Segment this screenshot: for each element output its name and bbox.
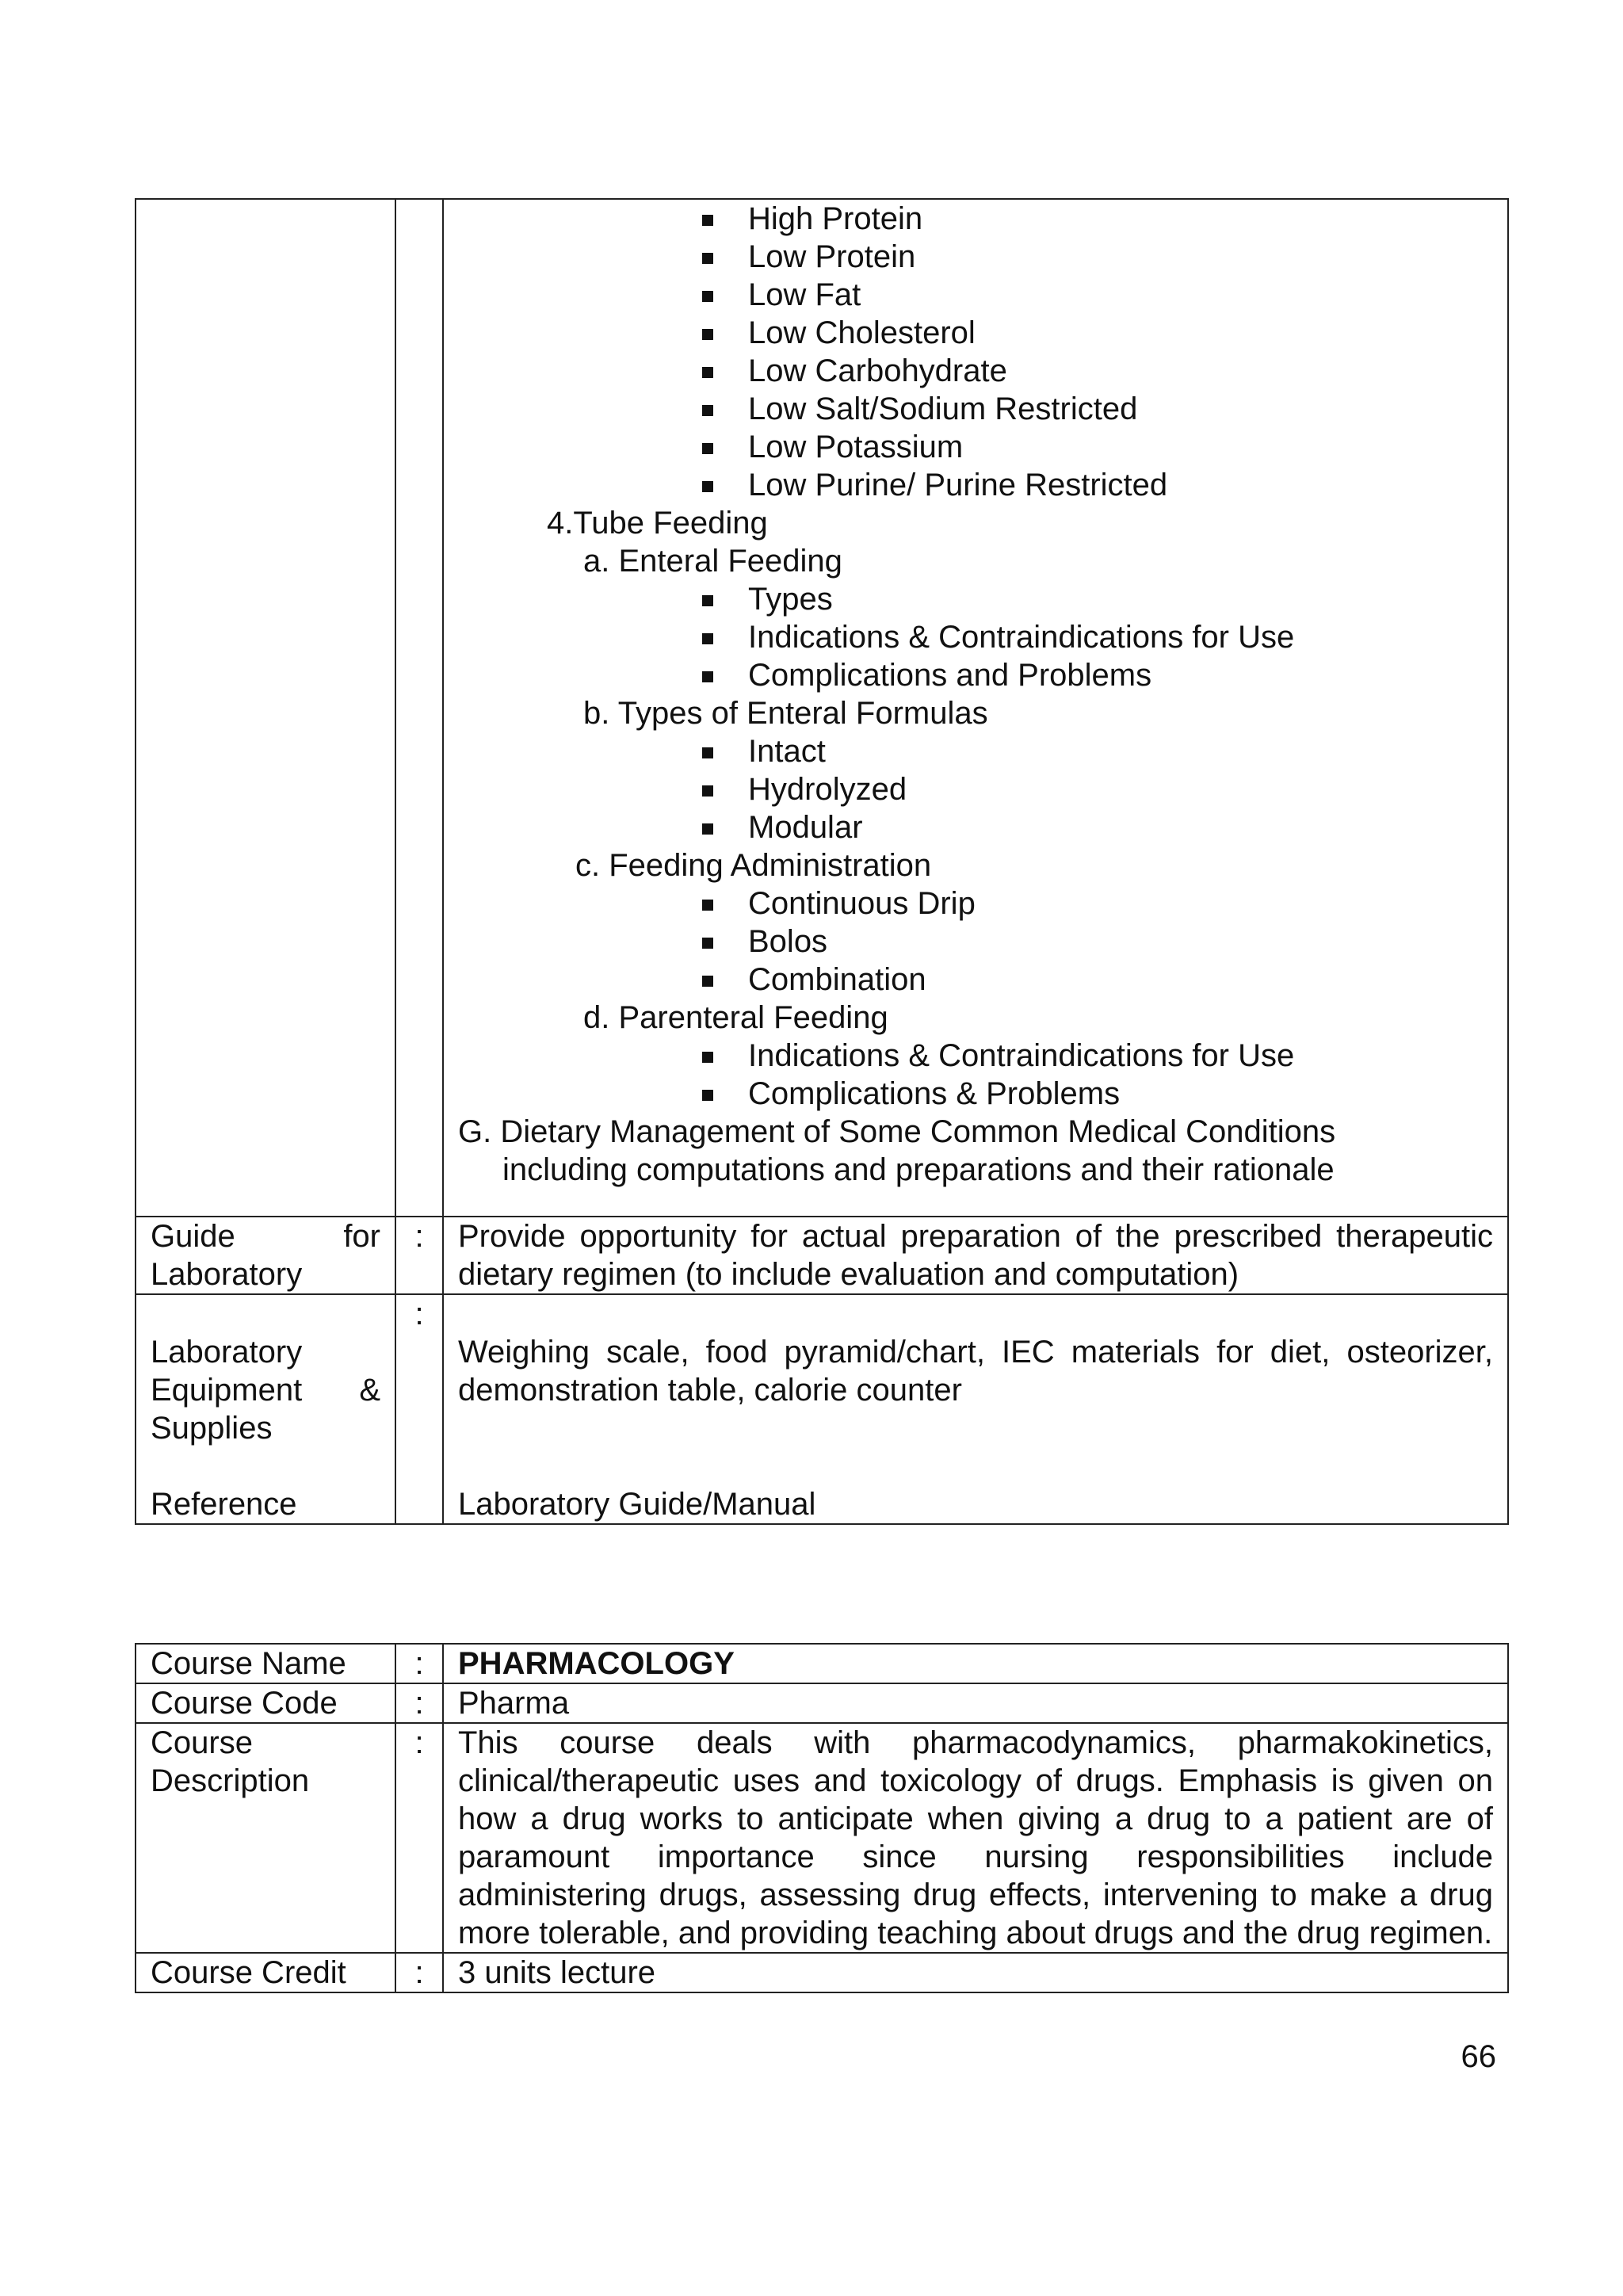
outline-colon-cell [395,199,443,1217]
bullet-icon [702,785,713,797]
course-credit-value: 3 units lecture [443,1953,1508,1992]
outline-item: Low Cholesterol [748,315,976,350]
course-info-table [135,1643,1509,1993]
outline-heading: 4.Tube Feeding [547,506,768,541]
outline-item: Types [748,582,833,617]
outline-heading: G. Dietary Management of Some Common Medical Conditions [458,1114,1336,1149]
guide-value: Provide opportunity for actual preparation of the prescribed therapeutic dietary regimen (to include evaluation and computation) [443,1217,1508,1294]
bullet-icon [702,253,713,264]
outline-item: Low Protein [748,239,916,274]
equipment-row [136,1294,1508,1524]
outline-item: Low Potassium [748,430,964,464]
outline-item: Low Salt/Sodium Restricted [748,392,1138,426]
bullet-icon [702,1090,713,1101]
course-credit-label: Course Credit [136,1953,395,1992]
outline-cell [443,199,1508,1217]
course-credit-colon: : [395,1953,443,1992]
course-code-value: Pharma [443,1683,1508,1723]
bullet-icon [702,671,713,682]
outline-item: Continuous Drip [748,886,976,921]
laboratory-table [135,198,1509,1525]
course-credit-row [136,1953,1508,1992]
outline-label-cell [136,199,395,1217]
course-name-label: Course Name [136,1644,395,1683]
course-code-colon: : [395,1683,443,1723]
bullet-icon [702,1052,713,1063]
equipment-value: Weighing scale, food pyramid/chart, IEC materials for diet, osteorizer, demonstration table, calorie counter Laboratory Guide/Manual [443,1294,1508,1524]
outline-item: Hydrolyzed [748,772,907,807]
guide-colon: : [395,1217,443,1294]
outline-heading-continued: including computations and preparations and their rationale [502,1152,1335,1187]
bullet-icon [702,329,713,340]
outline-item: Bolos [748,924,828,959]
page-number: 66 [1461,2039,1496,2074]
course-description-value: This course deals with pharmacodynamics, pharmakokinetics, clinical/therapeutic uses and toxicology of drugs. Emphasis is given on how a drug works to anticipate when giving a drug to a patient are of paramount importance since nursing responsibilities include administering drugs, assessing drug effects, intervening to make a drug more tolerable, and providing teaching about drugs and the drug regimen. [443,1723,1508,1953]
course-outline [444,200,1507,1216]
bullet-icon [702,823,713,835]
course-name-value: PHARMACOLOGY [443,1644,1508,1683]
bullet-icon [702,595,713,606]
reference-label: Reference [151,1487,297,1522]
course-description-label: Course Description [136,1723,395,1953]
outline-subheading: c. Feeding Administration [575,848,932,883]
outline-item: Complications & Problems [748,1076,1121,1111]
bullet-icon [702,405,713,416]
bullet-icon [702,367,713,378]
outline-row [136,199,1508,1217]
bullet-icon [702,938,713,949]
outline-subheading: a. Enteral Feeding [583,544,842,579]
course-name-colon: : [395,1644,443,1683]
outline-item: High Protein [748,201,923,236]
equipment-colon: : [395,1294,443,1524]
outline-item: Intact [748,734,826,769]
bullet-icon [702,215,713,226]
bullet-icon [702,443,713,454]
bullet-icon [702,900,713,911]
course-code-row [136,1683,1508,1723]
bullet-icon [702,291,713,302]
outline-item: Indications & Contraindications for Use [748,620,1295,655]
equipment-label: Laboratory Equipment & Supplies Reference [136,1294,395,1524]
outline-item: Modular [748,810,863,845]
course-description-row [136,1723,1508,1953]
outline-item: Combination [748,962,926,997]
guide-row [136,1217,1508,1294]
outline-subheading: b. Types of Enteral Formulas [583,696,988,731]
course-name-row [136,1644,1508,1683]
bullet-icon [702,633,713,644]
outline-item: Low Carbohydrate [748,353,1007,388]
reference-value: Laboratory Guide/Manual [458,1487,816,1522]
outline-item: Low Fat [748,277,861,312]
bullet-icon [702,976,713,987]
outline-item: Indications & Contraindications for Use [748,1038,1295,1073]
outline-item: Complications and Problems [748,658,1152,693]
course-description-colon: : [395,1723,443,1953]
course-code-label: Course Code [136,1683,395,1723]
outline-item: Low Purine/ Purine Restricted [748,468,1168,502]
bullet-icon [702,747,713,758]
bullet-icon [702,481,713,492]
guide-label: Guide for Laboratory [136,1217,395,1294]
outline-subheading: d. Parenteral Feeding [583,1000,888,1035]
